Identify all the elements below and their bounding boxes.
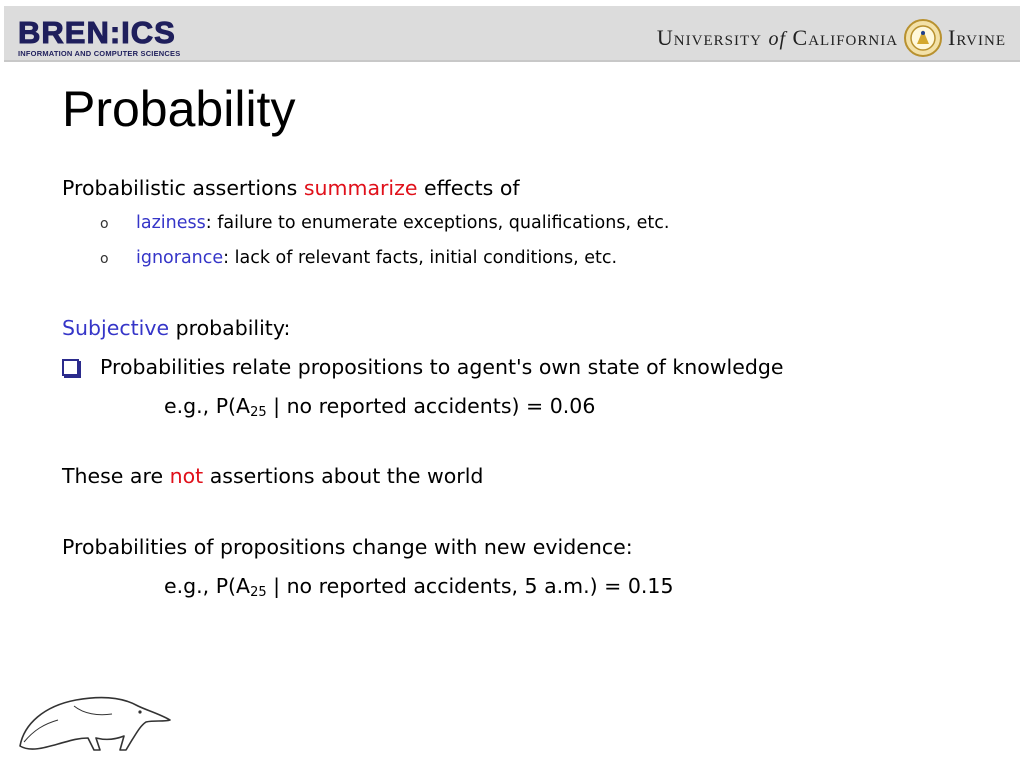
paragraph-subjective-probability [62,315,290,341]
p1-pre: Probabilistic assertions [62,176,304,200]
ex2-post: | no reported accidents, 5 a.m.) = 0.15 [266,574,674,598]
circle-bullet-icon: o [100,251,109,267]
p2-highlight: Subjective [62,316,170,340]
uci-irvine: Irvine [948,25,1006,50]
paragraph-probabilistic-assertions [62,175,520,201]
uci-logo [657,18,1006,58]
ex2-subscript: 25 [250,585,267,600]
circle-bullet-icon: o [100,216,109,232]
p4-highlight: not [169,464,204,488]
bullet-term: laziness [136,213,206,233]
uci-name-university [657,25,898,51]
uci-california: California [792,25,899,50]
anteater-icon [14,684,174,756]
example-1 [164,393,595,419]
bullet-rest: : failure to enumerate exceptions, qualifications, etc. [205,213,670,233]
slide-title: Probability [62,81,296,137]
example-2 [164,573,674,599]
paragraph-agent-knowledge: Probabilities relate propositions to agent's own state of knowledge [100,355,784,379]
bren-ics-wordmark [18,15,180,50]
p1-highlight: summarize [303,176,418,200]
checkbox-bullet-icon [62,359,79,376]
p2-post: probability: [169,316,291,340]
p1-post: effects of [417,176,520,200]
bullet-term: ignorance [136,248,224,268]
university-seal-icon [904,19,942,57]
bren-name: BREN [18,15,110,50]
sub-bullet-ignorance [100,246,617,271]
paragraph-not-assertions [62,463,483,489]
p4-post: assertions about the world [203,464,484,488]
bren-ics-logo [18,15,181,58]
ex1-post: | no reported accidents) = 0.06 [266,394,596,418]
ex2-pre: e.g., P(A [164,574,251,598]
p4-pre: These are [62,464,170,488]
bren-subtitle: INFORMATION AND COMPUTER SCIENCES [18,49,181,58]
bren-separator: : [109,15,122,50]
ex1-pre: e.g., P(A [164,394,251,418]
bullet-rest: : lack of relevant facts, initial conditions, etc. [223,248,618,268]
slide-header [0,0,1024,62]
sub-bullet-laziness [100,211,669,236]
ex1-subscript: 25 [250,405,267,420]
uci-of: of [768,28,787,50]
paragraph-new-evidence: Probabilities of propositions change with new evidence: [62,535,633,559]
ics-name: ICS [121,15,176,50]
header-bar [4,6,1020,62]
uci-university: University [656,25,762,50]
